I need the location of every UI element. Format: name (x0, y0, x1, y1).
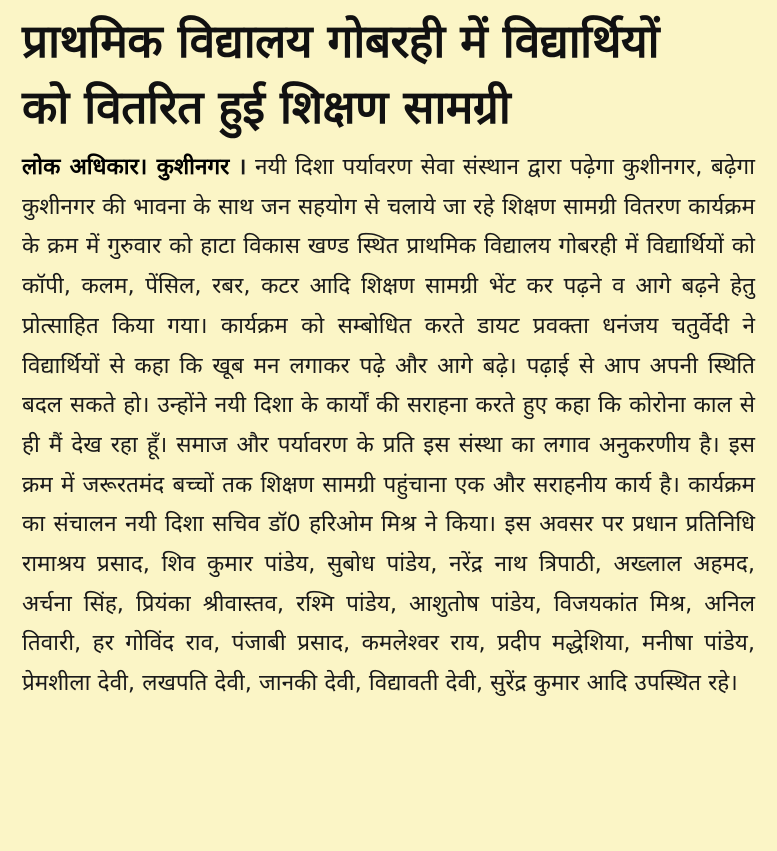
dateline-separator: । (237, 154, 247, 180)
headline-line-1: प्राथमिक विद्यालय गोबरही में विद्यार्थियों (22, 14, 660, 68)
dateline: लोक अधिकार। कुशीनगर (22, 154, 230, 180)
article-body-text: नयी दिशा पर्यावरण सेवा संस्थान द्वारा पढ़ेगा कुशीनगर, बढ़ेगा कुशीनगर की भावना के साथ जन सहयोग से चलाये जा रहे शिक्षण सामग्री वितरण कार्यक्रम के क्रम में गुरुवार को हाटा विकास खण्ड स्थित प्राथमिक विद्यालय गोबरही में विद्यार्थियों को कॉपी, कलम, पेंसिल, रबर, कटर आदि शिक्षण सामग्री भेंट कर पढ़ने व आगे बढ़ने हेतु प्रोत्साहित किया गया। कार्यक्रम को सम्बोधित करते डायट प्रवक्ता धनंजय चतुर्वेदी ने विद्यार्थियों से कहा कि खूब मन लगाकर पढ़े और आगे बढ़े। पढ़ाई से आप अपनी स्थिति बदल सकते हो। उन्होंने नयी दिशा के कार्यों की सराहना करते हुए कहा कि कोरोना काल से ही मैं देख रहा हूँ। समाज और पर्यावरण के प्रति इस संस्था का लगाव अनुकरणीय है। इस क्रम में जरूरतमंद बच्चों तक शिक्षण सामग्री पहुंचाना एक और सराहनीय कार्य है। कार्यक्रम का संचालन नयी दिशा सचिव डॉ0 हरिओम मिश्र ने किया। इस अवसर पर प्रधान प्रतिनिधि रामाश्रय प्रसाद, शिव कुमार पांडेय, सुबोध पांडेय, नरेंद्र नाथ त्रिपाठी, अख्लाल अहमद, अर्चना सिंह, प्रियंका श्रीवास्तव, रश्मि पांडेय, आशुतोष पांडेय, विजयकांत मिश्र, अनिल तिवारी, हर गोविंद राव, पंजाबी प्रसाद, कमलेश्वर राय, प्रदीप मद्धेशिया, मनीषा पांडेय, प्रेमशीला देवी, लखपति देवी, जानकी देवी, विद्यावती देवी, सुरेंद्र कुमार आदि उपस्थित रहे। (22, 154, 755, 697)
headline (22, 8, 755, 140)
headline-line-2: को वितरित हुई शिक्षण सामग्री (22, 80, 511, 134)
article-body (22, 148, 755, 704)
